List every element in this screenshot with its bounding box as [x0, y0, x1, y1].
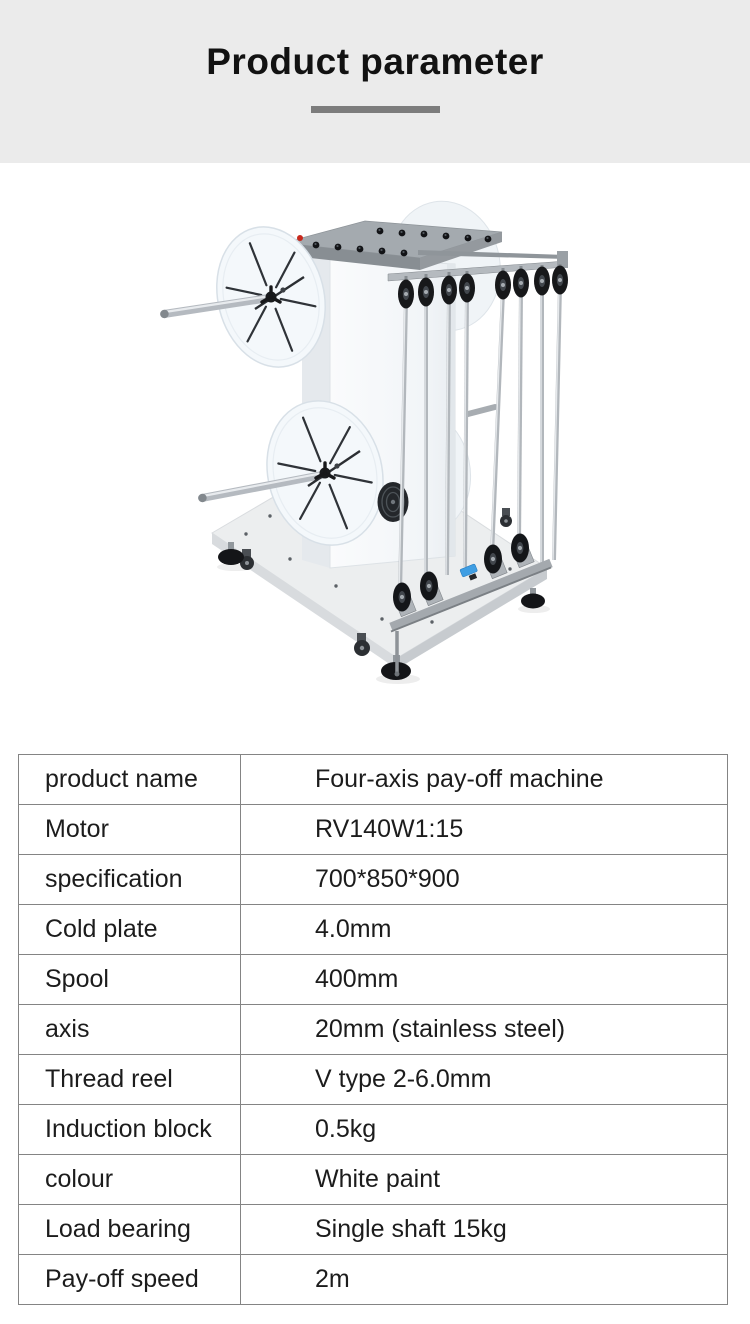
spec-label-cell: Spool	[19, 955, 241, 1005]
table-row	[19, 755, 728, 805]
table-row	[19, 1155, 728, 1205]
spec-label-cell: colour	[19, 1155, 241, 1205]
table-row	[19, 1205, 728, 1255]
title-underline	[311, 106, 440, 113]
spec-label-cell: Cold plate	[19, 905, 241, 955]
spec-label-cell: specification	[19, 855, 241, 905]
product-photo	[150, 171, 610, 728]
spec-label-cell: product name	[19, 755, 241, 805]
spec-label-cell: Pay-off speed	[19, 1255, 241, 1305]
spec-value-cell: Single shaft 15kg	[241, 1205, 728, 1255]
spec-table	[18, 754, 728, 1305]
spec-value-cell: 4.0mm	[241, 905, 728, 955]
spec-value-cell: 0.5kg	[241, 1105, 728, 1155]
product-photo-section	[0, 163, 750, 754]
page-title: Product parameter	[206, 41, 544, 82]
header	[0, 0, 750, 163]
spec-value-cell: V type 2-6.0mm	[241, 1055, 728, 1105]
table-row	[19, 955, 728, 1005]
spec-value-cell: Four-axis pay-off machine	[241, 755, 728, 805]
table-row	[19, 1055, 728, 1105]
table-row	[19, 805, 728, 855]
table-row	[19, 905, 728, 955]
spec-value-cell: 20mm (stainless steel)	[241, 1005, 728, 1055]
spec-label-cell: Thread reel	[19, 1055, 241, 1105]
spec-label-cell: Load bearing	[19, 1205, 241, 1255]
spec-value-cell: 700*850*900	[241, 855, 728, 905]
table-row	[19, 1255, 728, 1305]
spec-label-cell: Motor	[19, 805, 241, 855]
table-row	[19, 1105, 728, 1155]
table-row	[19, 1005, 728, 1055]
spec-value-cell: RV140W1:15	[241, 805, 728, 855]
table-row	[19, 855, 728, 905]
spec-table-body	[19, 755, 728, 1305]
spec-value-cell: 2m	[241, 1255, 728, 1305]
spec-table-section	[0, 754, 750, 1305]
red-button	[297, 235, 303, 241]
spec-label-cell: Induction block	[19, 1105, 241, 1155]
spec-value-cell: 400mm	[241, 955, 728, 1005]
spec-label-cell: axis	[19, 1005, 241, 1055]
spec-value-cell: White paint	[241, 1155, 728, 1205]
